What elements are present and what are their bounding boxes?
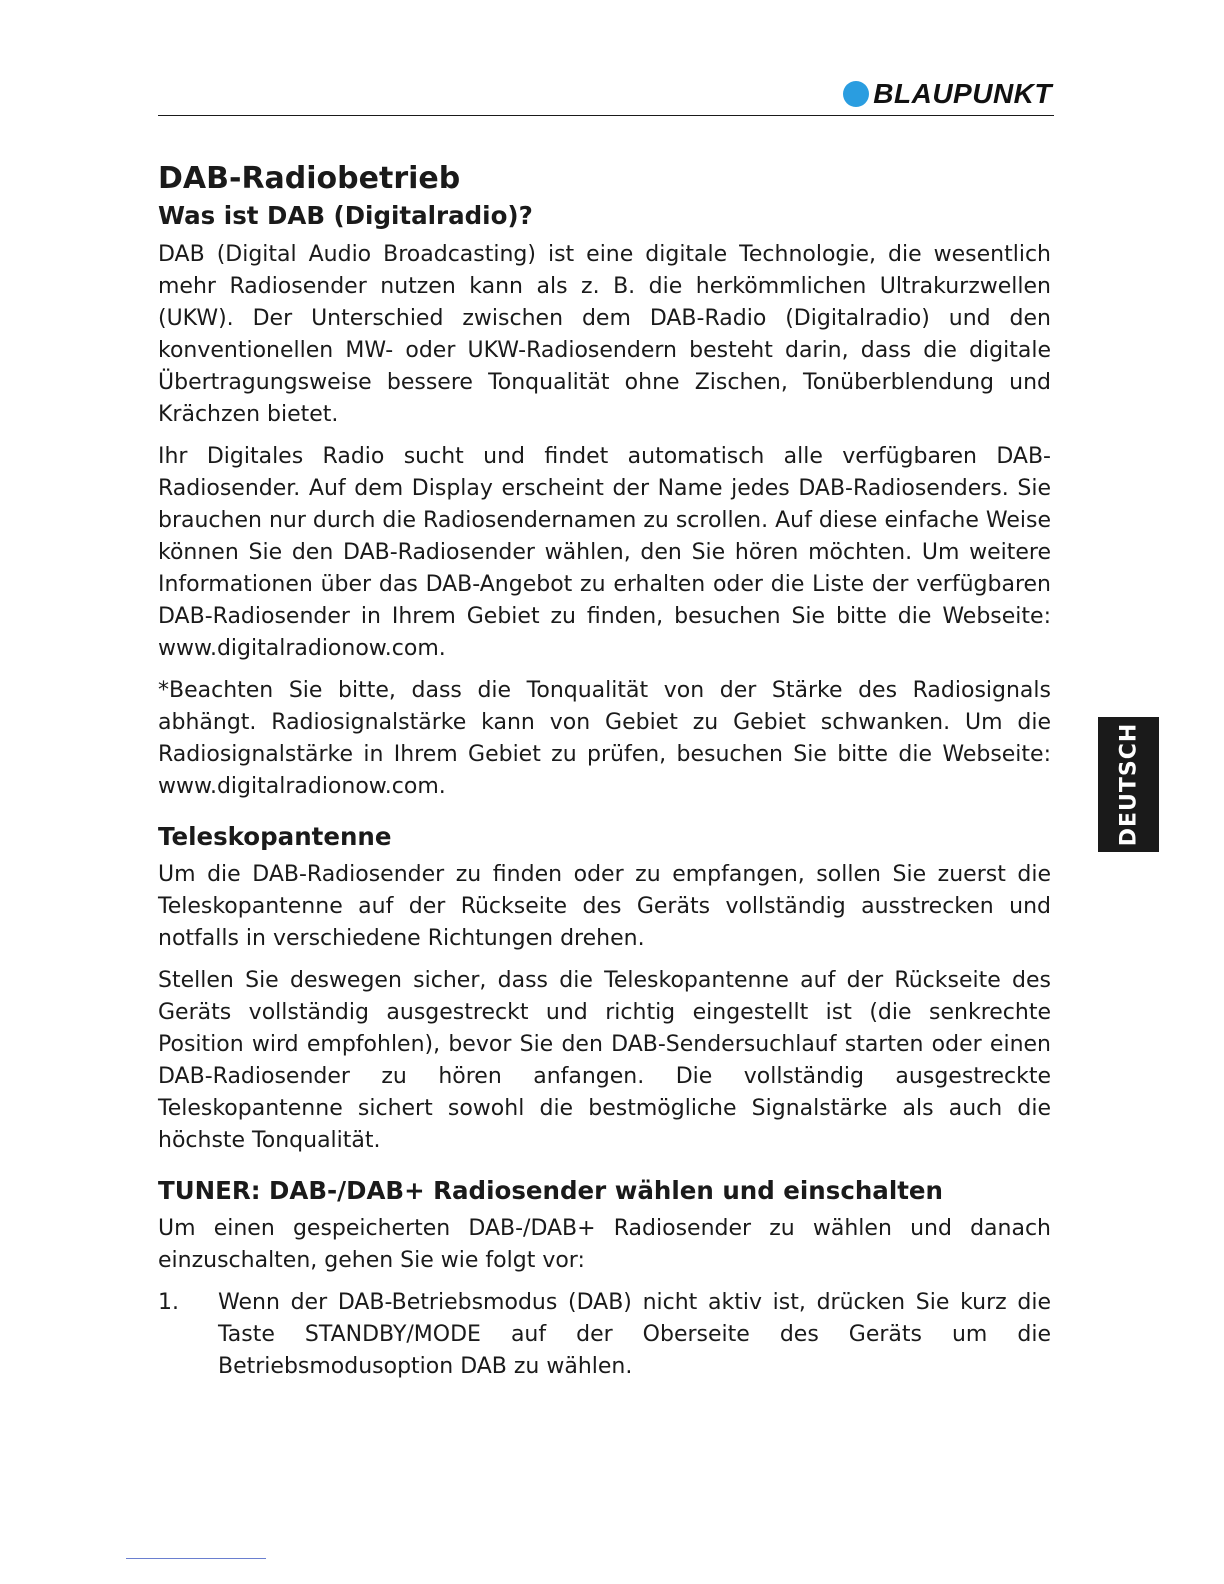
paragraph: DAB (Digital Audio Broadcasting) ist eine digitale Technologie, die wesentlich mehr Radiosender nutzen kann als z. B. die herkömmlichen Ultrakurzwellen (UKW). Der Unterschied zwischen dem DAB-Radio (Digitalradio) und den konventionellen MW- oder UKW-Radiosendern besteht darin, dass die digitale Übertragungsweise bessere Tonqualität ohne Zischen, Tonüberblendung und Krächzen bietet. <box>158 242 1051 428</box>
section-heading-tuner: TUNER: DAB-/DAB+ Radiosender wählen und einschalten <box>158 1176 943 1206</box>
section-heading-what-is-dab: Was ist DAB (Digitalradio)? <box>158 200 533 230</box>
list-item <box>158 1287 1051 1383</box>
brand-logo <box>843 78 1052 110</box>
page-header <box>158 70 1054 116</box>
brand-name: BLAUPUNKT <box>873 78 1052 109</box>
paragraph: Um einen gespeicherten DAB-/DAB+ Radiosender zu wählen und danach einzuschalten, gehen Sie wie folgt vor: <box>158 1216 1051 1274</box>
step-number: 1. <box>158 1290 179 1316</box>
logo-dot-icon <box>843 81 869 107</box>
paragraph: Stellen Sie deswegen sicher, dass die Teleskopantenne auf der Rückseite des Geräts vollständig ausgestreckt und richtig eingestellt ist (die senkrechte Position wird empfohlen), bevor Sie den DAB-Sendersuchlauf starten oder einen DAB-Radiosender zu hören anfangen. Die vollständig ausgestreckte Teleskopantenne sichert sowohl die bestmögliche Signalstärke als auch die höchste Tonqualität. <box>158 968 1051 1154</box>
paragraph: Ihr Digitales Radio sucht und findet automatisch alle verfügbaren DAB-Radiosender. Auf dem Display erscheint der Name jedes DAB-Radiosenders. Sie brauchen nur durch die Radiosendernamen zu scrollen. Auf diese einfache Weise können Sie den DAB-Radiosender wählen, den Sie hören möchten. Um weitere Informationen über das DAB-Angebot zu erhalten oder die Liste der verfügbaren DAB-Radiosender in Ihrem Gebiet zu finden, besuchen Sie bitte die Webseite: www.digitalradionow.com. <box>158 444 1051 662</box>
language-tab-label: DEUTSCH <box>1116 722 1142 847</box>
page-title: DAB-Radiobetrieb <box>158 161 461 196</box>
footer-divider <box>126 1558 266 1559</box>
section-heading-antenna: Teleskopantenne <box>158 822 392 852</box>
step-text: Wenn der DAB-Betriebsmodus (DAB) nicht aktiv ist, drücken Sie kurz die Taste STANDBY/MODE auf der Oberseite des Geräts um die Betriebsmodusoption DAB zu wählen. <box>218 1290 1051 1380</box>
paragraph: Um die DAB-Radiosender zu finden oder zu empfangen, sollen Sie zuerst die Teleskopantenne auf der Rückseite des Geräts vollständig ausstrecken und notfalls in verschiedene Richtungen drehen. <box>158 862 1051 952</box>
language-tab <box>1098 717 1159 852</box>
page-content <box>158 160 1051 1383</box>
paragraph: *Beachten Sie bitte, dass die Tonqualität von der Stärke des Radiosignals abhängt. Radiosignalstärke kann von Gebiet zu Gebiet schwanken. Um die Radiosignalstärke in Ihrem Gebiet zu prüfen, besuchen Sie bitte die Webseite: www.digitalradionow.com. <box>158 678 1051 800</box>
